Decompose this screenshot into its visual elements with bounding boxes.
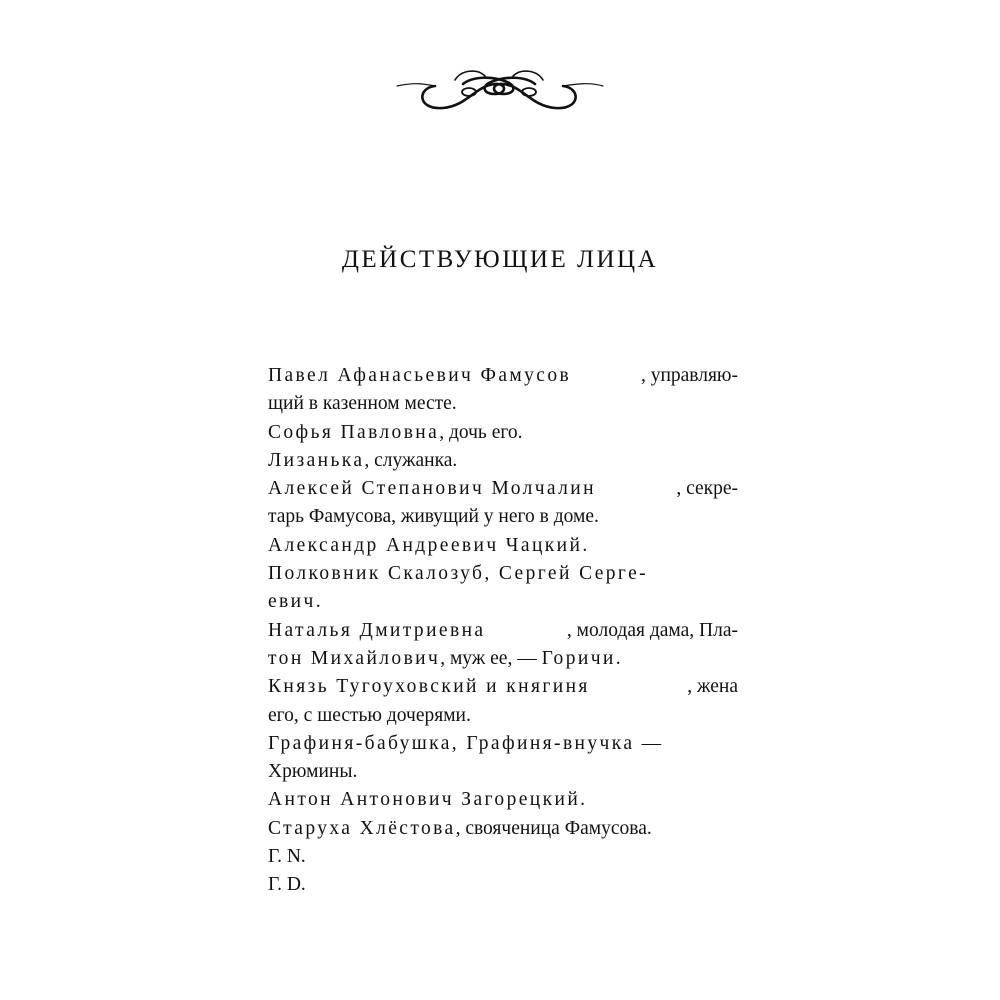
cast-entry-tugoukhovsky-cont [268,702,738,730]
cast-entry-grafinya [268,730,738,758]
cast-entry-lizanka [268,447,738,475]
character-role: , жена [687,676,738,698]
cast-entry-natalya [268,617,738,645]
character-role: , служанка. [364,449,458,471]
cast-entry-zagoretsky [268,786,738,814]
character-name: Александр Андреевич Чацкий [268,534,583,556]
character-role: его, с шестью дочерями. [268,704,471,726]
character-role: . [615,647,621,669]
character-role: , управляю- [640,365,738,386]
cast-entry-sofya [268,419,738,447]
character-role: щий в казенном месте. [268,393,457,415]
character-name: Г. N. [268,846,306,868]
character-role: , молодая дама, Пла- [566,619,738,641]
cast-entry-platon [268,645,738,673]
character-role: , дочь его. [439,421,523,443]
character-name: Полковник Скалозуб, Сергей Серге- [268,563,649,585]
character-role: . [582,534,588,556]
flourish-ornament-icon [395,62,605,118]
character-name: Горичи [541,647,616,669]
character-name: евич [268,591,316,613]
cast-entry-khlestova [268,815,738,843]
cast-entry-skalozub [268,560,738,588]
cast-entry-molchalin-cont [268,503,738,531]
character-name: Павел Афанасьевич Фамусов [268,365,572,386]
character-name: Князь Тугоуховский и княгиня [268,676,590,698]
character-role: . [315,591,321,613]
cast-entry-molchalin [268,475,738,503]
cast-list [268,362,738,900]
character-name: Софья Павловна [268,421,440,443]
cast-entry-famusov-cont [268,390,738,418]
cast-entry-g-n [268,843,738,871]
page-title: ДЕЙСТВУЮЩИЕ ЛИЦА [341,246,659,273]
cast-entry-grafinya-cont [268,758,738,786]
character-name: тон Михайлович [268,647,441,669]
character-name: Г. D. [268,874,306,896]
character-name: Графиня-бабушка, Графиня-внучка — [268,732,664,754]
character-role: , муж ее, — [440,647,542,669]
character-name: Алексей Степанович Молчалин [268,478,596,500]
character-role: Хрюмины. [268,761,358,783]
character-role: . [580,789,586,811]
character-role: , секре- [676,478,738,500]
cast-entry-chatsky [268,532,738,560]
character-name: Старуха Хлёстова [268,817,456,839]
character-role: , свояченица Фамусова. [455,817,652,839]
character-name: Лизанька [268,449,365,471]
cast-entry-g-d [268,871,738,899]
cast-entry-tugoukhovsky [268,673,738,701]
cast-entry-famusov [268,362,738,390]
character-name: Наталья Дмитриевна [268,619,486,641]
cast-entry-skalozub-cont [268,588,738,616]
character-name: Антон Антонович Загорецкий [268,789,581,811]
character-role: тарь Фамусова, живущий у него в доме. [268,506,599,528]
